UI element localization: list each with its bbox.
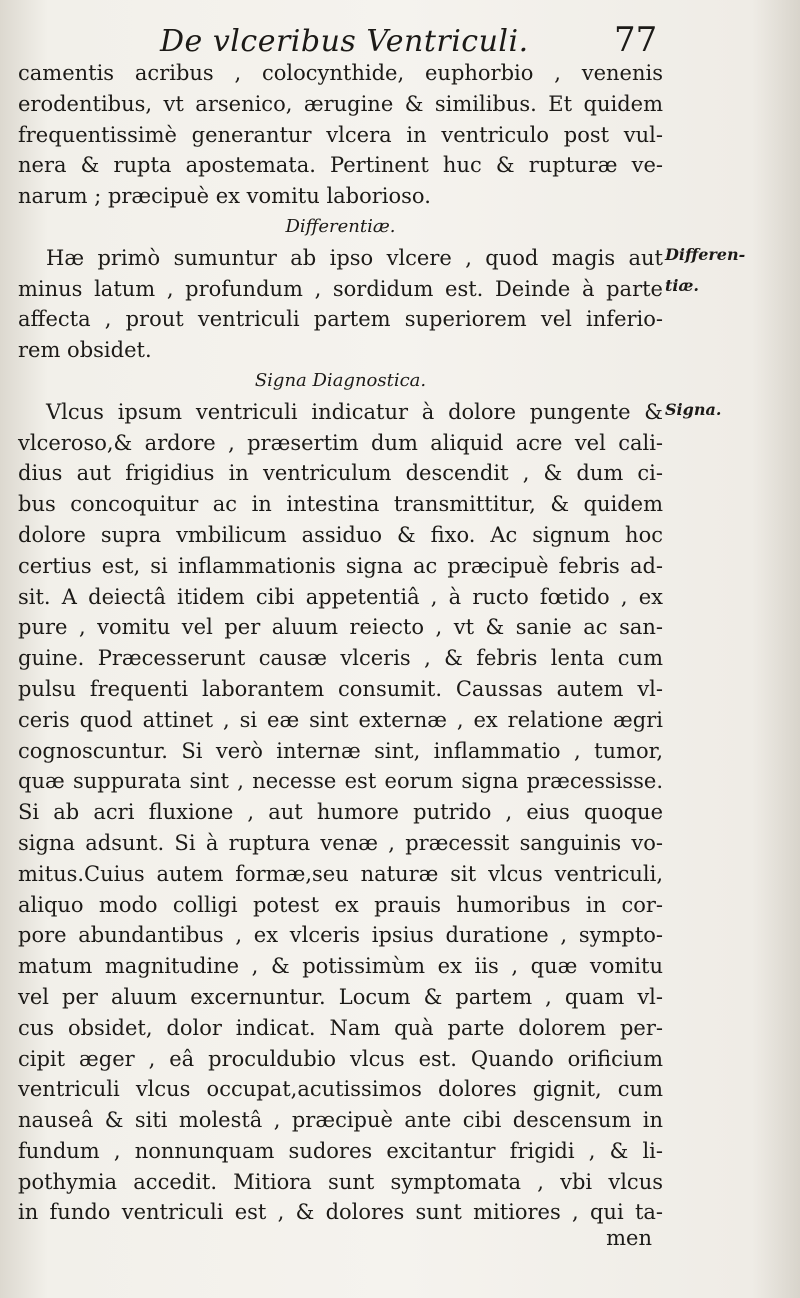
text-line: nauseâ & siti molestâ , præcipuè ante cibi descensum in bbox=[18, 1108, 663, 1133]
text-line: fundum , nonnunquam sudores excitantur frigidi , & li- bbox=[18, 1138, 663, 1163]
text-line: nera & rupta apostemata. Pertinent huc & rupturæ ve- bbox=[18, 153, 663, 178]
text-line: affecta , prout ventriculi partem superiorem vel inferio- bbox=[18, 307, 663, 332]
text-line: frequentissimè generantur vlcera in ventriculo post vul- bbox=[18, 122, 663, 147]
text-line: camentis acribus , colocynthide, euphorbio , venenis bbox=[18, 61, 663, 85]
text-line: signa adsunt. Si à ruptura venæ , præcessit sanguinis vo- bbox=[18, 830, 663, 855]
text-line: matum magnitudine , & potissimùm ex iis , quæ vomitu bbox=[18, 954, 663, 979]
catchword: men bbox=[606, 1226, 652, 1250]
text-line: vel per aluum excernuntur. Locum & partem , quam vl- bbox=[18, 984, 663, 1009]
text-line: ceris quod attinet , si eæ sint externæ , ex relatione ægri bbox=[18, 707, 663, 732]
text-line: certius est, si inflammationis signa ac præcipuè febris ad- bbox=[18, 553, 663, 578]
text-line: rem obsidet. bbox=[18, 338, 152, 363]
text-line: cognoscuntur. Si verò internæ sint, inflammatio , tumor, bbox=[18, 738, 663, 763]
margin-note-differentiae-cont: tiæ. bbox=[665, 276, 699, 295]
text-line: mitus.Cuius autem formæ,seu naturæ sit vlcus ventriculi, bbox=[18, 861, 663, 886]
text-line: minus latum , profundum , sordidum est. Deinde à parte bbox=[18, 276, 663, 301]
text-line: bus concoquitur ac in intestina transmittitur, & quidem bbox=[18, 492, 663, 517]
text-line: Si ab acri fluxione , aut humore putrido , eius quoque bbox=[18, 800, 663, 825]
text-line: aliquo modo colligi potest ex prauis humoribus in cor- bbox=[18, 892, 663, 917]
section-heading-differentiae: Differentiæ. bbox=[285, 215, 396, 237]
text-line: in fundo ventriculi est , & dolores sunt mitiores , qui ta- bbox=[18, 1200, 663, 1225]
text-line: cus obsidet, dolor indicat. Nam quà parte dolorem per- bbox=[18, 1015, 663, 1040]
text-line: cipit æger , eâ proculdubio vlcus est. Quando orificium bbox=[18, 1046, 663, 1071]
text-line: ventriculi vlcus occupat,acutissimos dolores gignit, cum bbox=[18, 1077, 663, 1102]
text-line: dolore supra vmbilicum assiduo & fixo. Ac signum hoc bbox=[18, 522, 663, 547]
text-line: sit. A deiectâ itidem cibi appetentiâ , à ructo fœtido , ex bbox=[18, 584, 663, 609]
text-line: narum ; præcipuè ex vomitu laborioso. bbox=[18, 184, 431, 209]
text-line: quæ suppurata sint , necesse est eorum signa præcessisse. bbox=[18, 769, 663, 794]
text-line: pore abundantibus , ex vlceris ipsius duratione , sympto- bbox=[18, 923, 663, 948]
running-title: De vlceribus Ventriculi. bbox=[160, 24, 529, 59]
text-line: pothymia accedit. Mitiora sunt symptomata , vbi vlcus bbox=[18, 1169, 663, 1194]
margin-note-signa: Signa. bbox=[665, 400, 722, 419]
section-heading-signa: Signa Diagnostica. bbox=[254, 369, 427, 391]
text-line: vlceroso,& ardore , præsertim dum aliquid acre vel cali- bbox=[18, 430, 663, 455]
text-line: guine. Præcesserunt causæ vlceris , & febris lenta cum bbox=[18, 646, 663, 671]
text-line: erodentibus, vt arsenico, ærugine & similibus. Et quidem bbox=[18, 91, 663, 116]
text-line: Hæ primò sumuntur ab ipso vlcere , quod magis aut bbox=[46, 245, 663, 270]
text-line: Vlcus ipsum ventriculi indicatur à dolore pungente & bbox=[46, 399, 663, 424]
text-line: pure , vomitu vel per aluum reiecto , vt & sanie ac san- bbox=[18, 615, 663, 640]
text-line: dius aut frigidius in ventriculum descendit , & dum ci- bbox=[18, 461, 663, 486]
page-number: 77 bbox=[614, 20, 658, 60]
text-line: pulsu frequenti laborantem consumit. Caussas autem vl- bbox=[18, 676, 663, 701]
margin-note-differentiae: Differen- bbox=[665, 245, 746, 264]
body-text bbox=[18, 58, 663, 1228]
